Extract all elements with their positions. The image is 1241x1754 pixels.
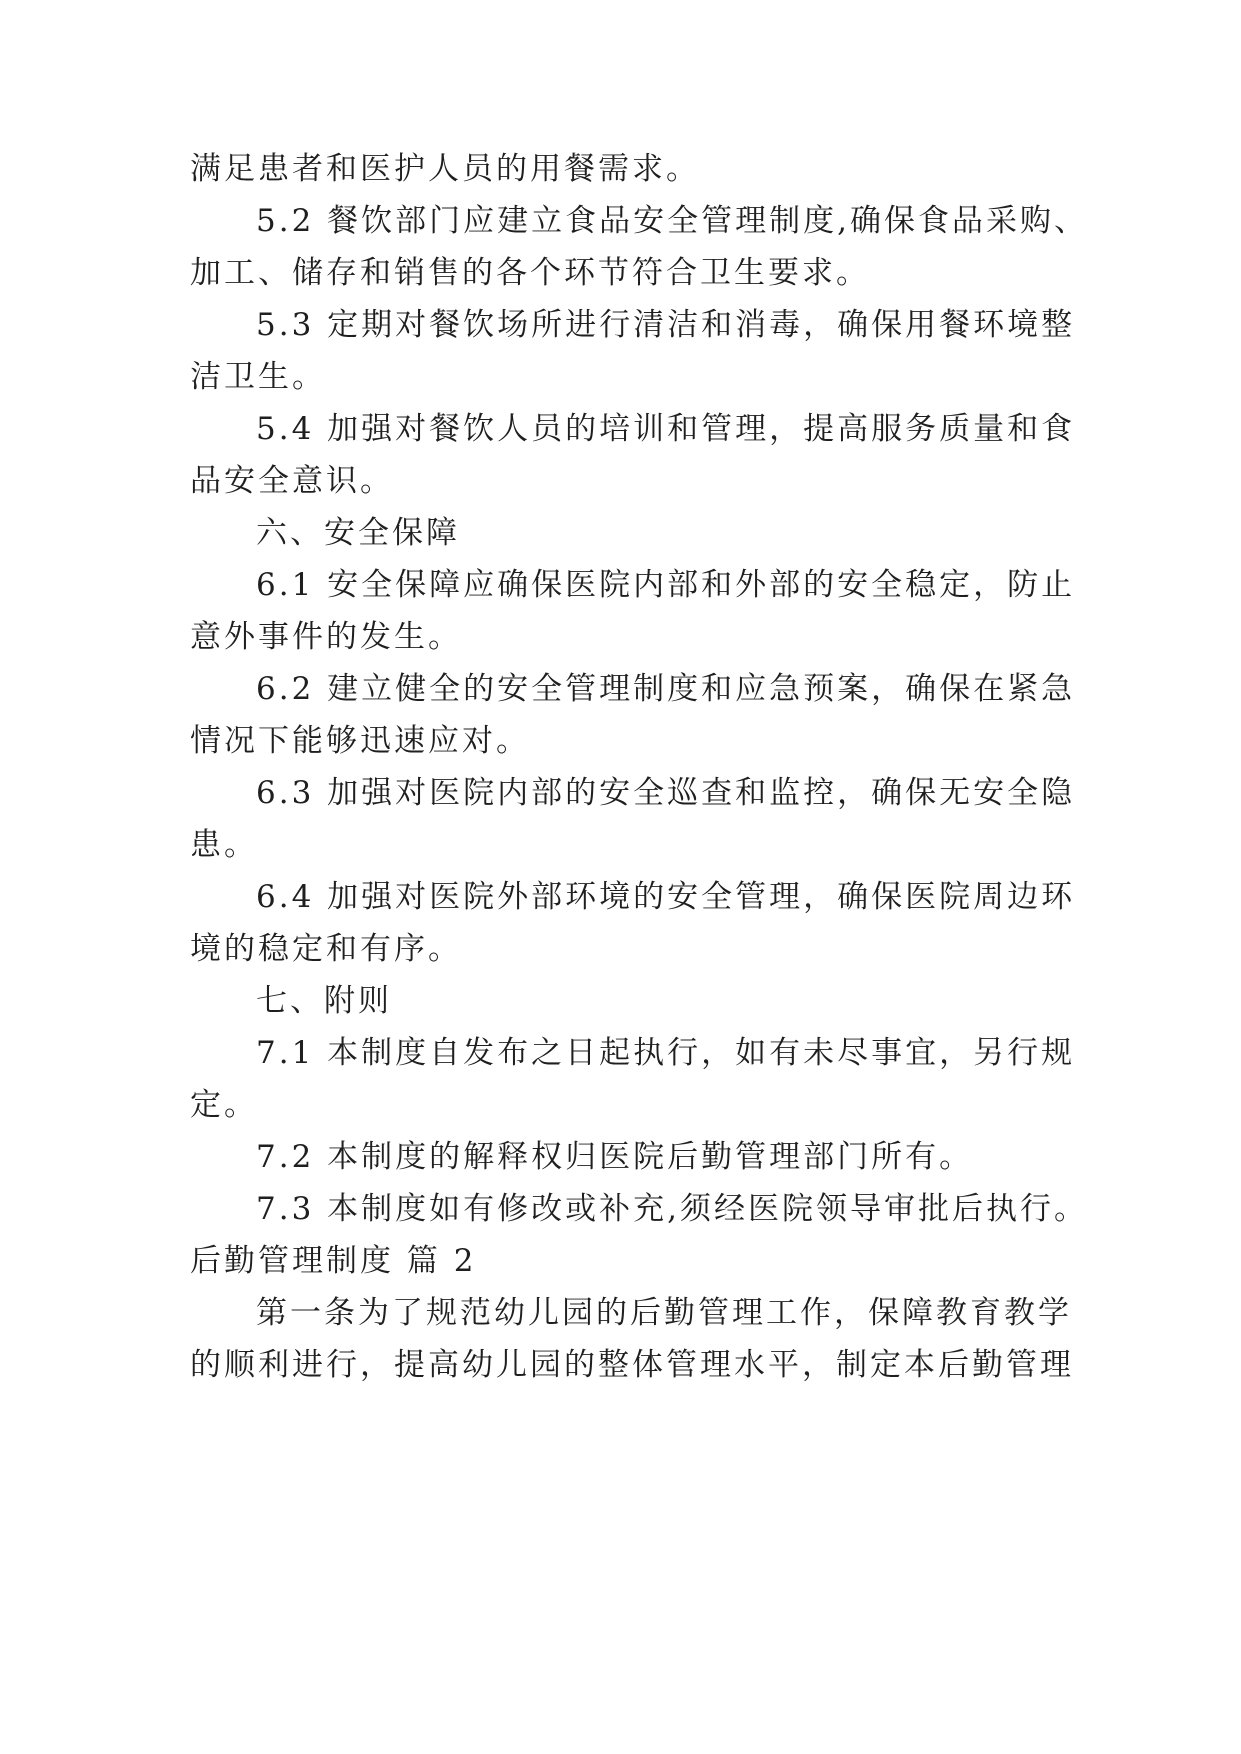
section-heading: 六、安全保障 (256, 515, 460, 551)
text-line: 满足患者和医护人员的用餐需求。 (190, 151, 700, 187)
text-line: 境的稳定和有序。 (190, 931, 462, 967)
text-line: 意外事件的发生。 (190, 619, 462, 655)
text-line: 7.3 本制度如有修改或补充,须经医院领导审批后执行。 (256, 1191, 1089, 1227)
text-line: 7.1 本制度自发布之日起执行，如有未尽事宜，另行规 (256, 1035, 1076, 1071)
text-line: 7.2 本制度的解释权归医院后勤管理部门所有。 (256, 1139, 974, 1175)
text-line: 6.1 安全保障应确保医院内部和外部的安全稳定，防止 (256, 567, 1076, 603)
text-line: 加工、储存和销售的各个环节符合卫生要求。 (190, 255, 870, 291)
text-line: 定。 (190, 1087, 258, 1123)
text-line: 洁卫生。 (190, 359, 326, 395)
text-line: 6.2 建立健全的安全管理制度和应急预案，确保在紧急 (256, 671, 1076, 707)
text-line: 品安全意识。 (190, 463, 394, 499)
text-line: 患。 (190, 827, 258, 863)
section-heading: 七、附则 (256, 983, 392, 1019)
text-line: 5.4 加强对餐饮人员的培训和管理，提高服务质量和食 (256, 411, 1076, 447)
text-line: 5.2 餐饮部门应建立食品安全管理制度,确保食品采购、 (256, 203, 1089, 239)
text-line: 6.4 加强对医院外部环境的安全管理，确保医院周边环 (256, 879, 1076, 915)
text-line: 5.3 定期对餐饮场所进行清洁和消毒，确保用餐环境整 (256, 307, 1076, 343)
text-line: 6.3 加强对医院内部的安全巡查和监控，确保无安全隐 (256, 775, 1076, 811)
text-line: 第一条为了规范幼儿园的后勤管理工作，保障教育教学 (256, 1295, 1072, 1331)
text-line: 情况下能够迅速应对。 (190, 723, 530, 759)
text-line: 的顺利进行，提高幼儿园的整体管理水平，制定本后勤管理 (190, 1347, 1074, 1383)
article-title: 后勤管理制度 篇 2 (190, 1243, 477, 1279)
